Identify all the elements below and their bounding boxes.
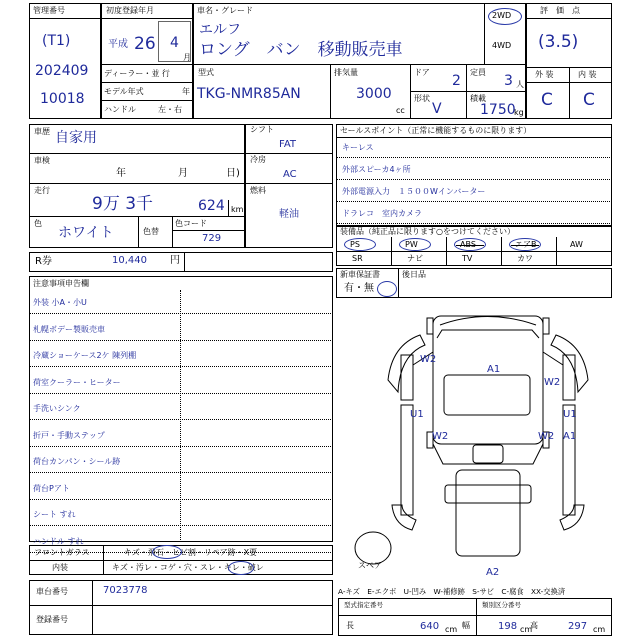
equipment-item: PW [405,240,418,249]
capacity-value: 3 [504,73,513,89]
width-value: 198 [498,621,518,632]
damage-label: U1 [563,409,577,420]
chassis-label: 車台番号 [36,587,68,596]
note-item: シート すれ [33,510,76,519]
note-item: ハンドル すれ [33,536,84,546]
note-item: 荷台カンパン・シール跡 [33,457,121,466]
length-value: 640 [420,621,440,632]
mgmt-date: 202409 [35,63,89,79]
glass-value: キズ・飛石・ヒビ割・リペア跡・X要 [124,548,258,557]
glass-label: フロントガラス [34,548,90,557]
shift-label: シフト [250,125,274,134]
capacity-label: 定員 [470,68,486,77]
recycle-box [29,252,333,272]
equipment-item: ABS [460,240,476,249]
ext-grade: C [541,90,553,110]
grade-value: (3.5) [538,32,579,52]
grade-label: 評 価 点 [540,6,580,15]
sales-point-item: キーレス [342,143,374,152]
fuel-label: 燃料 [250,186,266,195]
displacement-value: 3000 [356,86,392,102]
note-item: 冷蔵ショーケース2ケ 陳列棚 [33,351,137,360]
equipment-item: ナビ [407,254,423,263]
fuel-value: 軽油 [279,209,299,220]
usage-label: 車歴 [34,127,50,136]
reg-month: 4 [170,35,179,51]
drive-2wd: 2WD [492,11,512,20]
equipment-item: TV [462,254,473,263]
sales-point-item: 外部スピーカ4ヶ所 [342,165,411,174]
int-grade: C [583,90,595,110]
warranty-value: 有・無 [344,283,374,294]
color-code: 729 [202,233,222,244]
note-item: 札幌ボデー製販売車 [33,324,105,334]
ac-value: AC [283,169,297,180]
note-item: 折戸・手動ステップ [33,430,105,440]
damage-label: W2 [544,377,561,388]
warranty-label: 新車保証書 [340,270,380,279]
note-item: 荷室クーラー・ヒーター [33,377,121,387]
equipment-item: SR [352,254,363,263]
damage-label: W2 [538,431,555,442]
note-item: 荷台Pアト [33,483,70,493]
equipment-item: エアB [515,240,537,249]
handle-label: ハンドル [104,105,136,114]
equipment-label: 装備品（純正品に限ります○をつけてください） [340,227,515,236]
damage-label: A1 [487,364,501,375]
height-value: 297 [568,621,588,632]
doors-value: 2 [452,73,461,89]
sales-label: セールスポイント（正常に機能するものに限ります） [340,126,532,135]
registration-label: 登録番号 [36,615,68,624]
sales-point-item: 外部電源入力 １５００Wインバーター [342,187,486,196]
recycle-label: R券 [35,256,52,267]
equipment-item: PS [350,240,360,249]
mgmt-number: 10018 [40,91,85,107]
reg-label: 初度登録年月 [106,6,154,15]
car-name: エルフ [199,22,241,38]
mileage-value: 9万 3千 [92,194,154,214]
chassis-box [29,580,333,635]
model-year-label: モデル年式 [104,87,144,96]
color-value: ホワイト [58,225,114,241]
reg-era: 平成 [108,39,128,50]
interior-label: 内装 [52,563,68,572]
interior-value: キズ・汚レ・コゲ・穴・スレ・キレ・破レ [112,563,264,572]
damage-label: A1 [563,431,577,442]
legend: A-キズ E-エクボ U-凹み W-補修跡 S-サビ C-腐食 XX-交換済 [338,587,566,596]
note-item: 外装 小A・小U [33,298,87,307]
damage-label: U1 [410,409,424,420]
damage-label: A2 [486,567,500,578]
mileage-label: 走行 [34,186,50,195]
mileage-sub: 624 [198,198,225,214]
shape-label: 形状 [414,94,430,103]
inspection-label: 車検 [34,156,50,165]
after-label: 後日品 [402,270,426,279]
equipment-item: AW [570,240,583,249]
mgmt-label: 管理番号 [33,6,65,15]
color-label: 色 [34,219,42,228]
equipment-item: カワ [517,254,533,263]
car-grade: ロング バン 移動販売車 [199,40,403,60]
ac-label: 冷房 [250,155,266,164]
handle-value: 左・右 [158,105,182,114]
damage-label: W2 [420,354,437,365]
model-value: TKG-NMR85AN [197,86,301,102]
damage-label: W2 [432,431,449,442]
shift-value: FAT [279,139,297,150]
note-item: 手洗いシンク [33,404,81,413]
reg-year: 26 [134,34,156,54]
drive-4wd: 4WD [492,41,512,50]
load-value: 1750 [480,102,516,118]
chassis-value: 7023778 [103,585,148,596]
lot-number: (T1) [42,33,71,49]
load-label: 積載 [470,94,486,103]
doors-label: ドア [414,68,430,77]
recycle-value: 10,440 [112,255,147,266]
shape-value: V [432,101,442,117]
usage-value: 自家用 [55,130,97,146]
dealer-label: ディーラー・並 行 [104,69,170,78]
spare-label: スペア [358,561,382,570]
notes-label: 注意事項申告欄 [33,279,89,288]
car-label: 車名・グレード [197,6,253,15]
model-label: 型式 [198,68,214,77]
sales-point-item: ドラレコ 室内カメラ [342,209,422,218]
displacement-label: 排気量 [334,68,358,77]
